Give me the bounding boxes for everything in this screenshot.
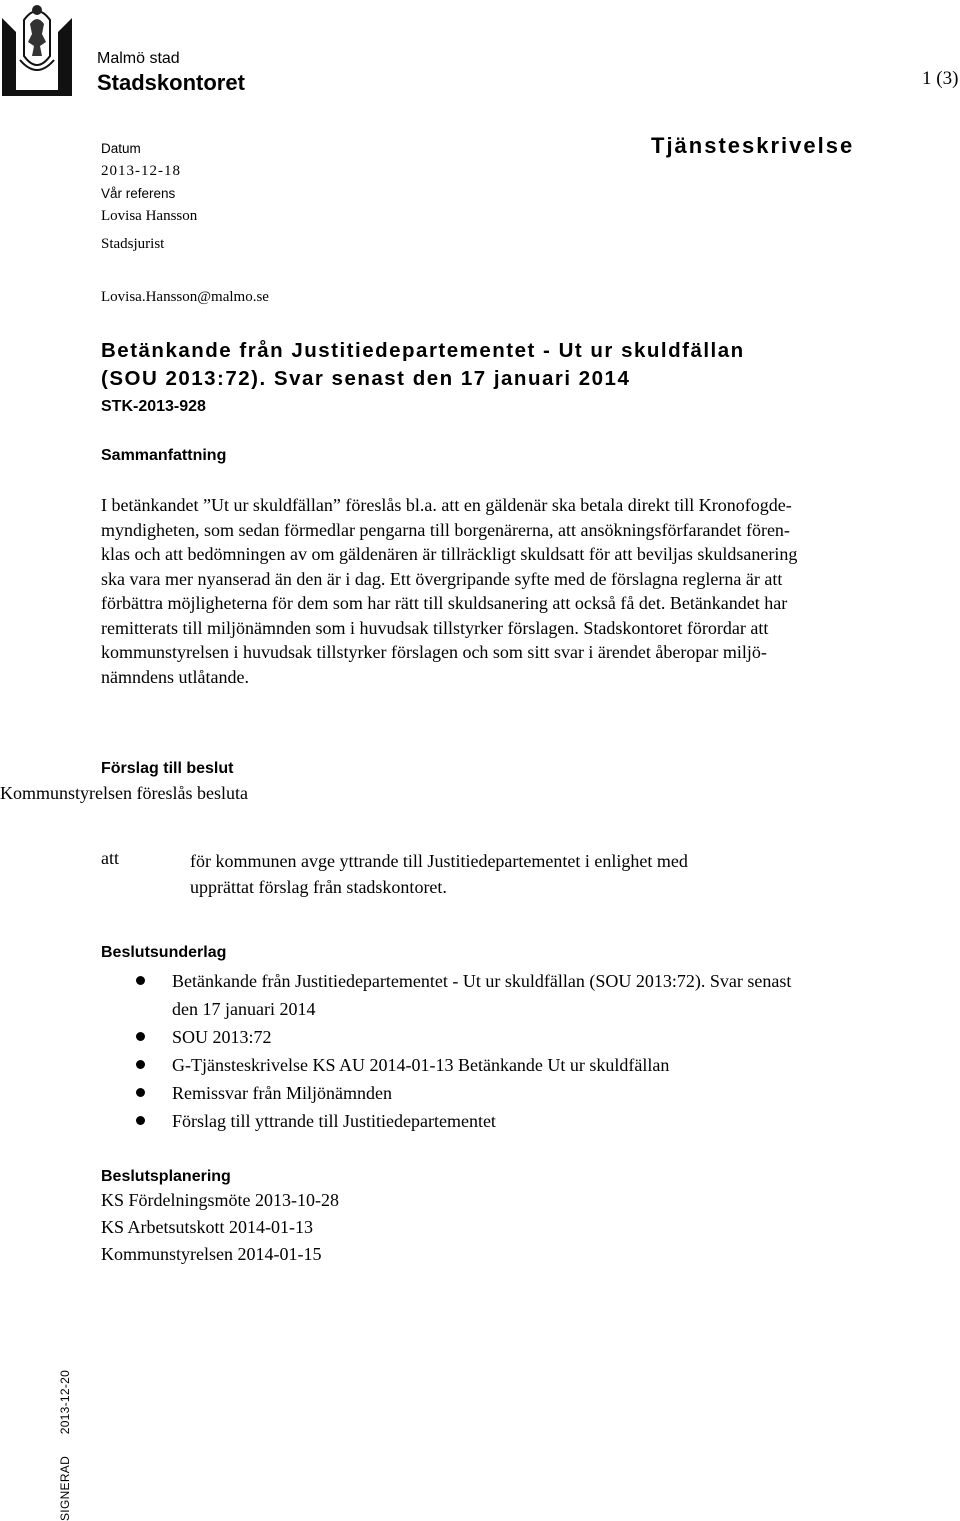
- list-item: SOU 2013:72: [118, 1023, 791, 1051]
- signature-stamp: [58, 1370, 72, 1521]
- summary-heading: Sammanfattning: [101, 447, 227, 464]
- basis-list: [118, 967, 791, 1135]
- summary-line: ska vara mer nyanserad än den är i dag. Ett övergripande syfte med de förslagna reglerna är att: [101, 568, 783, 589]
- date-label: Datum: [101, 141, 141, 156]
- proposal-text-line: upprättat förslag från stadskontoret.: [190, 877, 447, 897]
- signature-date: 2013-12-20: [58, 1369, 72, 1435]
- document-title-line-2: (SOU 2013:72). Svar senast den 17 januari 2014: [101, 367, 631, 390]
- summary-line: kommunstyrelsen i huvudsak tillstyrker förslagen och som sitt svar i ärendet åberopar miljö-: [101, 642, 767, 662]
- basis-heading: Beslutsunderlag: [101, 944, 227, 961]
- document-title-line-1: Betänkande från Justitiedepartementet - Ut ur skuldfällan: [101, 339, 745, 362]
- malmo-coat-of-arms-logo: [2, 0, 72, 96]
- proposal-intro: Kommunstyrelsen föreslås besluta: [0, 783, 248, 803]
- signature-label: SIGNERAD: [58, 1455, 72, 1521]
- summary-line: förbättra möjligheterna för dem som har rätt till skuldsanering att också få det. Betänkandet har: [101, 593, 788, 613]
- page-number: 1 (3): [922, 68, 959, 89]
- bullet-icon: [136, 976, 145, 985]
- proposal-att-label: att: [101, 848, 119, 868]
- list-item: Förslag till yttrande till Justitiedepartementet: [118, 1107, 791, 1135]
- case-reference: STK-2013-928: [101, 398, 206, 415]
- summary-paragraph: [101, 493, 960, 689]
- bullet-icon: [136, 1116, 145, 1125]
- summary-line: myndigheten, som sedan förmedlar pengarna till borgenärerna, att ansökningsförfarandet fören-: [101, 519, 790, 540]
- proposal-text-line: för kommunen avge yttrande till Justitiedepartementet i enlighet med: [190, 851, 688, 871]
- list-item: Remissvar från Miljönämnden: [118, 1079, 791, 1107]
- summary-line: nämndens utlåtande.: [101, 666, 249, 687]
- planning-heading: Beslutsplanering: [101, 1168, 231, 1185]
- proposal-text: [190, 848, 688, 900]
- reference-label: Vår referens: [101, 186, 176, 201]
- list-item: Betänkande från Justitiedepartementet - Ut ur skuldfällan (SOU 2013:72). Svar senast den 17 januari 2014: [118, 967, 791, 1023]
- document-type: Tjänsteskrivelse: [651, 133, 855, 158]
- list-item: G-Tjänsteskrivelse KS AU 2014-01-13 Betänkande Ut ur skuldfällan: [118, 1051, 791, 1079]
- reference-email[interactable]: Lovisa.Hansson@malmo.se: [101, 289, 269, 305]
- proposal-heading: Förslag till beslut: [101, 760, 234, 777]
- summary-line: I betänkandet ”Ut ur skuldfällan” föreslås bl.a. att en gäldenär ska betala direkt till Kronofogde-: [101, 495, 792, 515]
- summary-line: remitterats till miljönämnden som i huvudsak tillstyrker förslagen. Stadskontoret förordar att: [101, 617, 769, 638]
- summary-line: klas och att bedömningen av om gäldenären är tillräckligt skuldsatt för att beviljas skuldsanering: [101, 544, 798, 564]
- bullet-icon: [136, 1088, 145, 1097]
- date-value: 2013-12-18: [101, 163, 181, 179]
- planning-item: Kommunstyrelsen 2014-01-15: [101, 1244, 322, 1264]
- reference-name: Lovisa Hansson: [101, 208, 198, 224]
- planning-item: KS Fördelningsmöte 2013-10-28: [101, 1190, 339, 1210]
- reference-title: Stadsjurist: [101, 236, 165, 252]
- planning-item: KS Arbetsutskott 2014-01-13: [101, 1217, 314, 1237]
- bullet-icon: [136, 1060, 145, 1069]
- organization-city: Malmö stad: [97, 50, 180, 67]
- organization-name: Stadskontoret: [97, 70, 245, 95]
- bullet-icon: [136, 1032, 145, 1041]
